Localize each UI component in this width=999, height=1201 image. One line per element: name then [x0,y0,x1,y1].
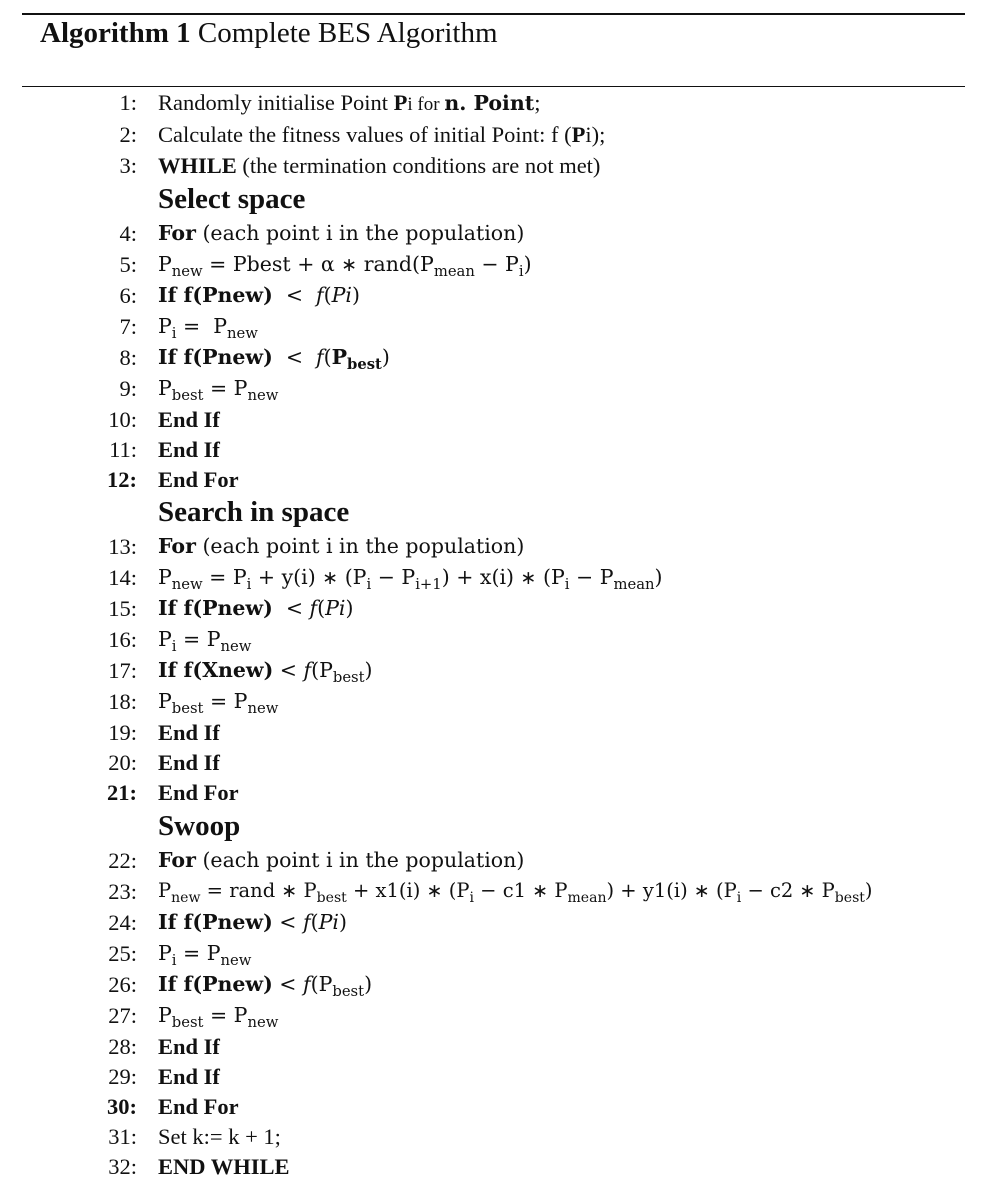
line-content: End For [158,467,239,492]
line-number: 9: [119,376,137,401]
line-number: 10: [108,407,137,432]
line-number: 31: [108,1124,137,1149]
line-content: Calculate the fitness values of initial Point: f (Pi); [158,122,606,147]
line-number: 7: [119,314,137,339]
line-content: END WHILE [158,1154,290,1179]
line-content: $P_i = P_{new}$ [158,941,252,970]
line-content: End For [158,1094,239,1119]
line-number: 3: [119,153,137,178]
line-content: If f(Pnew) < $f(P_{best})$ [158,972,373,1001]
line-number: 30: [107,1094,137,1119]
line-number: 11: [109,437,137,462]
line-content: $P_{new}$ = rand ∗ $P_{best} + x1(i)$ ∗ ($P_i - c1$ ∗ $P_{mean}) + y1(i)$ ∗ ($P_i - c2$ ∗ $P_{best}$) [158,879,873,906]
top-rule [22,13,965,15]
section-heading-search-in-space: Search in space [158,496,350,528]
line-number: 18: [108,689,137,714]
line-content: End For [158,780,239,805]
line-number: 15: [108,596,137,621]
line-content: Randomly initialise Point Pi for n. Point; [158,90,541,115]
line-number: 12: [107,467,137,492]
line-content: End If [158,1034,220,1059]
line-content: End If [158,750,220,775]
algorithm-label: Algorithm 1 [40,17,191,49]
algorithm-caption [40,17,498,50]
line-number: 6: [119,283,137,308]
line-number: 8: [119,345,137,370]
line-number: 16: [108,627,137,652]
line-content: $P_{best} = P_{new}$ [158,689,279,718]
line-number: 19: [108,720,137,745]
line-content: $P_{new}$ = Pbest + α ∗ $rand(P_{mean} - P_i)$ [158,252,532,281]
line-content: For (each point i in the population) [158,221,525,245]
line-content: If f(Pnew) < f(Pi) [158,596,354,620]
line-number: 24: [108,910,137,935]
line-content: For (each point i in the population) [158,848,525,872]
section-heading-select-space: Select space [158,183,306,215]
line-content: If f(Pnew) < $f(P_{best})$ [158,345,390,374]
line-number: 5: [119,252,137,277]
line-number: 29: [108,1064,137,1089]
line-content: $P_{best} = P_{new}$ [158,376,279,405]
line-number: 4: [119,221,137,246]
line-number: 14: [108,565,137,590]
line-content: $P_i = P_{new}$ [158,314,258,343]
line-content: For (each point i in the population) [158,534,525,558]
algorithm-name: Complete BES Algorithm [197,17,498,49]
line-content: Set k:= k + 1; [158,1124,281,1149]
line-content: WHILE (the termination conditions are not met) [158,153,601,178]
line-content: $P_{best} = P_{new}$ [158,1003,279,1032]
caption-rule [22,86,965,87]
line-number: 21: [107,780,137,805]
line-number: 13: [108,534,137,559]
line-content: If f(Pnew) < f(Pi) [158,910,347,934]
line-content: End If [158,1064,220,1089]
line-number: 22: [108,848,137,873]
section-heading-swoop: Swoop [158,810,241,842]
line-content: If f(Pnew) < f(Pi) [158,283,360,307]
line-number: 26: [108,972,137,997]
line-number: 25: [108,941,137,966]
line-number: 17: [108,658,137,683]
line-content: End If [158,437,220,462]
line-number: 20: [108,750,137,775]
line-content: $P_{new} = P_i + y(i)$ ∗ $(P_i - P_{i+1}) + x(i)$ ∗ $(P_i - P_{mean})$ [158,565,663,594]
line-number: 23: [108,879,137,904]
line-content: End If [158,720,220,745]
line-number: 32: [108,1154,137,1179]
line-number: 27: [108,1003,137,1028]
line-content: If f(Xnew) < $f(P_{best})$ [158,658,373,687]
line-content: $P_i = P_{new}$ [158,627,252,656]
line-number: 1: [119,90,137,115]
line-number: 2: [119,122,137,147]
line-number: 28: [108,1034,137,1059]
line-content: End If [158,407,220,432]
